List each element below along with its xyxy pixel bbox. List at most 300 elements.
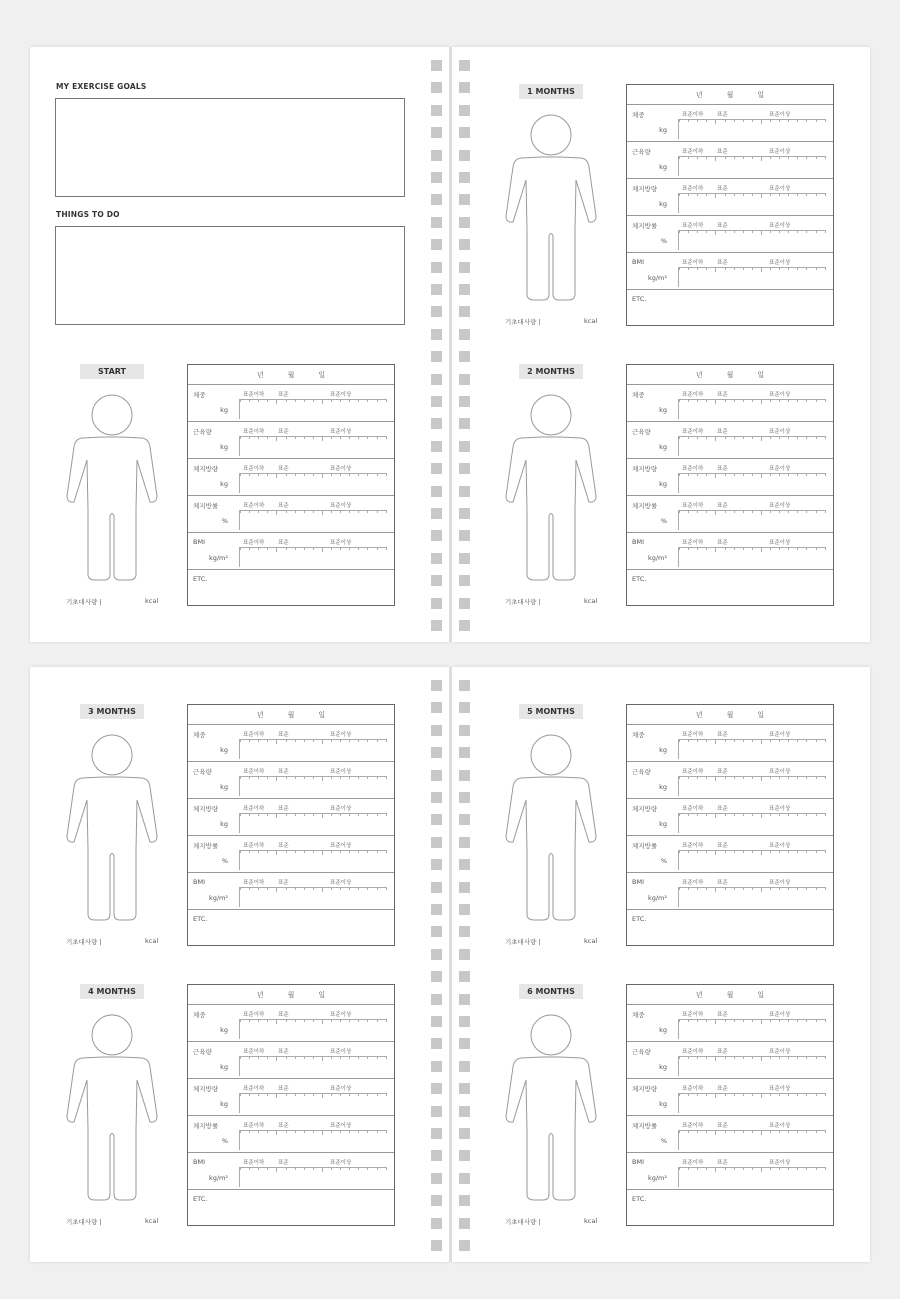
ruler-tick	[249, 1093, 250, 1096]
binding-hole	[431, 814, 442, 825]
scale-below-label: 표준이하	[682, 503, 704, 509]
scale-standard-label: 표준	[278, 1123, 289, 1129]
ruler-tick	[286, 436, 287, 439]
metric-row	[188, 725, 394, 762]
ruler-tick	[788, 230, 789, 233]
things-to-do-box[interactable]	[55, 226, 405, 325]
measurement-ruler[interactable]	[239, 547, 386, 567]
measurement-ruler[interactable]	[678, 813, 825, 833]
ruler-tick	[797, 230, 798, 233]
binding-hole	[431, 994, 442, 1005]
date-header[interactable]	[627, 705, 833, 725]
scale-standard-label: 표준	[717, 429, 728, 435]
kcal-unit: kcal	[584, 597, 598, 605]
etc-row[interactable]	[188, 910, 394, 946]
ruler-tick	[779, 813, 780, 816]
kcal-unit: kcal	[584, 937, 598, 945]
measurement-ruler[interactable]	[239, 1019, 386, 1039]
measurement-ruler[interactable]	[239, 1167, 386, 1187]
binding-hole	[459, 702, 470, 713]
ruler-tick	[679, 1167, 680, 1170]
ruler-tick	[734, 1056, 735, 1059]
kcal-unit: kcal	[145, 597, 159, 605]
etc-row[interactable]	[627, 290, 833, 326]
ruler-tick	[377, 1130, 378, 1133]
binding-hole	[431, 598, 442, 609]
measurement-ruler[interactable]	[678, 473, 825, 493]
ruler-tick	[788, 119, 789, 122]
ruler-tick	[367, 739, 368, 742]
ruler-tick	[349, 1056, 350, 1059]
etc-label: ETC.	[632, 1195, 647, 1203]
metric-row	[627, 385, 833, 422]
metric-row	[188, 422, 394, 459]
ruler-tick	[752, 887, 753, 890]
ruler-tick	[797, 156, 798, 159]
scale-standard-label: 표준	[278, 503, 289, 509]
measurement-ruler[interactable]	[678, 436, 825, 456]
ruler-tick	[797, 1130, 798, 1133]
ruler-tick	[797, 813, 798, 816]
ruler-tick	[743, 739, 744, 742]
day-label: 일	[318, 991, 326, 999]
ruler-tick	[377, 510, 378, 513]
ruler-tick	[322, 850, 323, 855]
ruler-tick	[240, 510, 241, 513]
metric-unit: kg	[659, 443, 667, 451]
measurement-ruler[interactable]	[678, 739, 825, 759]
measurement-ruler[interactable]	[239, 776, 386, 796]
binding-hole	[459, 486, 470, 497]
ruler-tick	[806, 776, 807, 779]
ruler-tick	[386, 473, 387, 476]
ruler-tick	[825, 739, 826, 742]
scale-above-label: 표준이상	[769, 732, 791, 738]
section-label: 3 MONTHS	[80, 704, 144, 719]
ruler-tick	[797, 1056, 798, 1059]
scale-below-label: 표준이하	[243, 1160, 265, 1166]
ruler-tick	[679, 1130, 680, 1133]
ruler-tick	[358, 739, 359, 742]
metric-row	[188, 533, 394, 570]
metric-row	[188, 762, 394, 799]
ruler-tick	[688, 473, 689, 476]
ruler-tick	[770, 510, 771, 513]
ruler-tick	[770, 1056, 771, 1059]
measurement-table	[626, 704, 834, 946]
binding-hole	[431, 172, 442, 183]
measurement-ruler[interactable]	[678, 119, 825, 139]
binding-hole	[459, 1038, 470, 1049]
ruler-tick	[797, 510, 798, 513]
ruler-tick	[679, 1093, 680, 1096]
ruler-tick	[697, 156, 698, 159]
ruler-tick	[258, 850, 259, 853]
ruler-tick	[697, 473, 698, 476]
scale-standard-label: 표준	[717, 112, 728, 118]
measurement-ruler[interactable]	[678, 1130, 825, 1150]
metric-name: 근육량	[632, 428, 651, 436]
date-header[interactable]	[627, 985, 833, 1005]
ruler-tick	[249, 436, 250, 439]
measurement-ruler[interactable]	[678, 510, 825, 530]
kcal-unit: kcal	[145, 937, 159, 945]
ruler-tick	[816, 1167, 817, 1170]
ruler-tick	[340, 399, 341, 402]
ruler-tick	[304, 436, 305, 439]
measurement-ruler[interactable]	[678, 850, 825, 870]
metric-unit: kg	[659, 746, 667, 754]
ruler-tick	[313, 1056, 314, 1059]
metric-unit: kg/m²	[647, 554, 667, 562]
scale-below-label: 표준이하	[682, 1049, 704, 1055]
scale-below-label: 표준이하	[682, 1012, 704, 1018]
ruler-tick	[752, 1056, 753, 1059]
ruler-tick	[752, 267, 753, 270]
ruler-tick	[367, 776, 368, 779]
ruler-tick	[276, 436, 277, 441]
scale-above-label: 표준이상	[330, 769, 352, 775]
measurement-ruler[interactable]	[239, 1093, 386, 1113]
metric-name: 체지방량	[632, 185, 658, 193]
binding-hole	[431, 1195, 442, 1206]
ruler-tick	[779, 850, 780, 853]
ruler-tick	[797, 1019, 798, 1022]
measurement-ruler[interactable]	[239, 1056, 386, 1076]
ruler-tick	[706, 1056, 707, 1059]
scale-standard-label: 표준	[717, 1123, 728, 1129]
measurement-ruler[interactable]	[239, 473, 386, 493]
ruler-tick	[313, 739, 314, 742]
month-label: 월	[726, 711, 734, 719]
ruler-tick	[788, 739, 789, 742]
ruler-tick	[679, 119, 680, 122]
ruler-tick	[331, 1130, 332, 1133]
ruler-tick	[249, 1019, 250, 1022]
body-figure-icon	[505, 732, 601, 928]
binding-hole	[431, 508, 442, 519]
date-header[interactable]	[188, 705, 394, 725]
metric-name: 체중	[193, 1011, 206, 1019]
ruler-tick	[358, 399, 359, 402]
ruler-tick	[688, 230, 689, 233]
ruler-tick	[816, 193, 817, 196]
ruler-tick	[240, 739, 241, 742]
section-2-months	[505, 364, 835, 609]
ruler-tick	[779, 1167, 780, 1170]
ruler-tick	[313, 1130, 314, 1133]
measurement-ruler[interactable]	[678, 193, 825, 213]
day-label: 일	[318, 711, 326, 719]
measurement-ruler[interactable]	[678, 547, 825, 567]
ruler-tick	[340, 473, 341, 476]
measurement-ruler[interactable]	[239, 436, 386, 456]
date-header[interactable]	[627, 365, 833, 385]
ruler-tick	[806, 230, 807, 233]
ruler-tick	[697, 1019, 698, 1022]
ruler-tick	[788, 776, 789, 779]
ruler-tick	[679, 813, 680, 816]
ruler-tick	[825, 399, 826, 402]
measurement-ruler[interactable]	[678, 156, 825, 176]
ruler-tick	[806, 547, 807, 550]
ruler-tick	[386, 1056, 387, 1059]
ruler-tick	[770, 850, 771, 853]
ruler-tick	[322, 1019, 323, 1024]
ruler-tick	[258, 1130, 259, 1133]
metric-name: 근육량	[632, 148, 651, 156]
metric-unit: kg	[220, 443, 228, 451]
ruler-tick	[752, 473, 753, 476]
kcal-unit: kcal	[145, 1217, 159, 1225]
ruler-tick	[295, 436, 296, 439]
measurement-ruler[interactable]	[678, 887, 825, 907]
binding-hole	[459, 837, 470, 848]
ruler-tick	[322, 887, 323, 892]
scale-standard-label: 표준	[717, 806, 728, 812]
etc-row[interactable]	[188, 1190, 394, 1226]
ruler-tick	[358, 510, 359, 513]
ruler-tick	[679, 850, 680, 853]
ruler-tick	[825, 1130, 826, 1133]
month-label: 월	[726, 371, 734, 379]
ruler-tick	[806, 1019, 807, 1022]
scale-above-label: 표준이상	[769, 260, 791, 266]
ruler-tick	[816, 776, 817, 779]
ruler-tick	[797, 399, 798, 402]
scale-below-label: 표준이하	[243, 1086, 265, 1092]
section-4-months	[66, 984, 396, 1229]
ruler-tick	[349, 473, 350, 476]
ruler-tick	[752, 156, 753, 159]
ruler-tick	[715, 850, 716, 855]
metric-name: 체지방률	[193, 1122, 219, 1130]
month-label: 월	[287, 991, 295, 999]
date-header[interactable]	[188, 365, 394, 385]
ruler-tick	[258, 1019, 259, 1022]
ruler-tick	[386, 739, 387, 742]
metric-row	[188, 1079, 394, 1116]
ruler-tick	[743, 887, 744, 890]
ruler-tick	[706, 119, 707, 122]
ruler-tick	[367, 1056, 368, 1059]
metric-row	[188, 873, 394, 910]
scale-standard-label: 표준	[278, 806, 289, 812]
measurement-ruler[interactable]	[678, 399, 825, 419]
binding-hole	[459, 1016, 470, 1027]
metric-row	[188, 1042, 394, 1079]
year-label: 년	[256, 371, 264, 379]
metric-row	[627, 422, 833, 459]
ruler-tick	[706, 887, 707, 890]
etc-row[interactable]	[627, 570, 833, 606]
binding-hole	[431, 904, 442, 915]
binding-hole	[431, 441, 442, 452]
year-label: 년	[256, 991, 264, 999]
ruler-tick	[367, 510, 368, 513]
ruler-tick	[349, 510, 350, 513]
metric-row	[188, 459, 394, 496]
scale-above-label: 표준이상	[769, 186, 791, 192]
ruler-tick	[725, 813, 726, 816]
ruler-tick	[725, 1167, 726, 1170]
metric-name: 근육량	[193, 768, 212, 776]
binding-hole	[459, 194, 470, 205]
etc-row[interactable]	[627, 910, 833, 946]
ruler-tick	[715, 887, 716, 892]
ruler-tick	[825, 850, 826, 853]
etc-label: ETC.	[632, 575, 647, 583]
ruler-tick	[358, 850, 359, 853]
ruler-tick	[286, 547, 287, 550]
ruler-tick	[779, 193, 780, 196]
section-1-months	[505, 84, 835, 329]
ruler-tick	[761, 547, 762, 552]
ruler-tick	[377, 399, 378, 402]
scale-above-label: 표준이상	[330, 1012, 352, 1018]
ruler-tick	[286, 1093, 287, 1096]
ruler-tick	[743, 473, 744, 476]
ruler-tick	[825, 156, 826, 159]
ruler-tick	[770, 813, 771, 816]
ruler-tick	[295, 1056, 296, 1059]
ruler-tick	[267, 739, 268, 742]
ruler-tick	[743, 1056, 744, 1059]
ruler-tick	[386, 887, 387, 890]
metric-name: BMI	[193, 538, 205, 546]
measurement-ruler[interactable]	[239, 813, 386, 833]
measurement-ruler[interactable]	[239, 510, 386, 530]
ruler-tick	[697, 1167, 698, 1170]
binding-hole	[431, 306, 442, 317]
ruler-tick	[679, 1056, 680, 1059]
metric-unit: kg	[220, 746, 228, 754]
ruler-tick	[349, 436, 350, 439]
ruler-tick	[734, 510, 735, 513]
ruler-tick	[816, 156, 817, 159]
metric-name: 체지방량	[193, 805, 219, 813]
scale-standard-label: 표준	[717, 503, 728, 509]
binding-hole	[431, 418, 442, 429]
date-header[interactable]	[188, 985, 394, 1005]
measurement-ruler[interactable]	[678, 230, 825, 250]
ruler-tick	[295, 1093, 296, 1096]
binding-hole	[459, 680, 470, 691]
etc-row[interactable]	[627, 1190, 833, 1226]
ruler-tick	[322, 1056, 323, 1061]
measurement-ruler[interactable]	[678, 1167, 825, 1187]
ruler-tick	[706, 850, 707, 853]
ruler-tick	[688, 887, 689, 890]
ruler-tick	[734, 547, 735, 550]
ruler-tick	[295, 399, 296, 402]
binding-hole	[431, 486, 442, 497]
ruler-tick	[706, 1167, 707, 1170]
ruler-tick	[806, 1056, 807, 1059]
ruler-tick	[715, 1056, 716, 1061]
binding-hole	[459, 553, 470, 564]
metric-row	[627, 1153, 833, 1190]
ruler-tick	[377, 1056, 378, 1059]
ruler-tick	[386, 510, 387, 513]
ruler-tick	[688, 399, 689, 402]
measurement-ruler[interactable]	[678, 1056, 825, 1076]
ruler-tick	[313, 510, 314, 513]
scale-above-label: 표준이상	[769, 843, 791, 849]
measurement-ruler[interactable]	[678, 776, 825, 796]
ruler-tick	[752, 436, 753, 439]
metric-row	[627, 1005, 833, 1042]
ruler-tick	[688, 1019, 689, 1022]
ruler-tick	[331, 739, 332, 742]
measurement-ruler[interactable]	[678, 267, 825, 287]
ruler-tick	[367, 813, 368, 816]
metric-unit: %	[221, 1137, 228, 1145]
binding-hole	[459, 598, 470, 609]
ruler-tick	[770, 1093, 771, 1096]
month-label: 월	[287, 711, 295, 719]
date-header[interactable]	[627, 85, 833, 105]
scale-above-label: 표준이상	[769, 429, 791, 435]
ruler-tick	[322, 473, 323, 478]
metric-unit: %	[660, 517, 667, 525]
exercise-goals-box[interactable]	[55, 98, 405, 197]
ruler-tick	[697, 739, 698, 742]
ruler-tick	[770, 776, 771, 779]
binding-hole	[431, 926, 442, 937]
ruler-tick	[349, 887, 350, 890]
ruler-tick	[797, 547, 798, 550]
ruler-tick	[313, 399, 314, 402]
ruler-tick	[276, 510, 277, 515]
ruler-tick	[816, 1130, 817, 1133]
measurement-ruler[interactable]	[678, 1019, 825, 1039]
ruler-tick	[788, 887, 789, 890]
ruler-tick	[295, 1167, 296, 1170]
ruler-tick	[825, 193, 826, 196]
scale-above-label: 표준이상	[769, 392, 791, 398]
metric-row	[627, 105, 833, 142]
ruler-tick	[761, 1019, 762, 1024]
ruler-tick	[697, 1130, 698, 1133]
ruler-tick	[367, 473, 368, 476]
measurement-ruler[interactable]	[239, 850, 386, 870]
ruler-tick	[304, 1056, 305, 1059]
ruler-tick	[358, 436, 359, 439]
ruler-tick	[743, 850, 744, 853]
ruler-tick	[825, 776, 826, 779]
measurement-ruler[interactable]	[239, 887, 386, 907]
measurement-ruler[interactable]	[239, 1130, 386, 1150]
scale-below-label: 표준이하	[243, 540, 265, 546]
ruler-tick	[304, 1093, 305, 1096]
etc-row[interactable]	[188, 570, 394, 606]
measurement-ruler[interactable]	[239, 739, 386, 759]
metric-unit: kg	[220, 1100, 228, 1108]
ruler-tick	[295, 887, 296, 890]
ruler-tick	[806, 887, 807, 890]
ruler-tick	[797, 119, 798, 122]
scale-below-label: 표준이하	[682, 186, 704, 192]
measurement-ruler[interactable]	[678, 1093, 825, 1113]
ruler-tick	[688, 267, 689, 270]
ruler-tick	[304, 776, 305, 779]
ruler-tick	[304, 850, 305, 853]
measurement-ruler[interactable]	[239, 399, 386, 419]
metric-row	[627, 216, 833, 253]
ruler-tick	[806, 1093, 807, 1096]
metric-unit: kg/m²	[647, 274, 667, 282]
